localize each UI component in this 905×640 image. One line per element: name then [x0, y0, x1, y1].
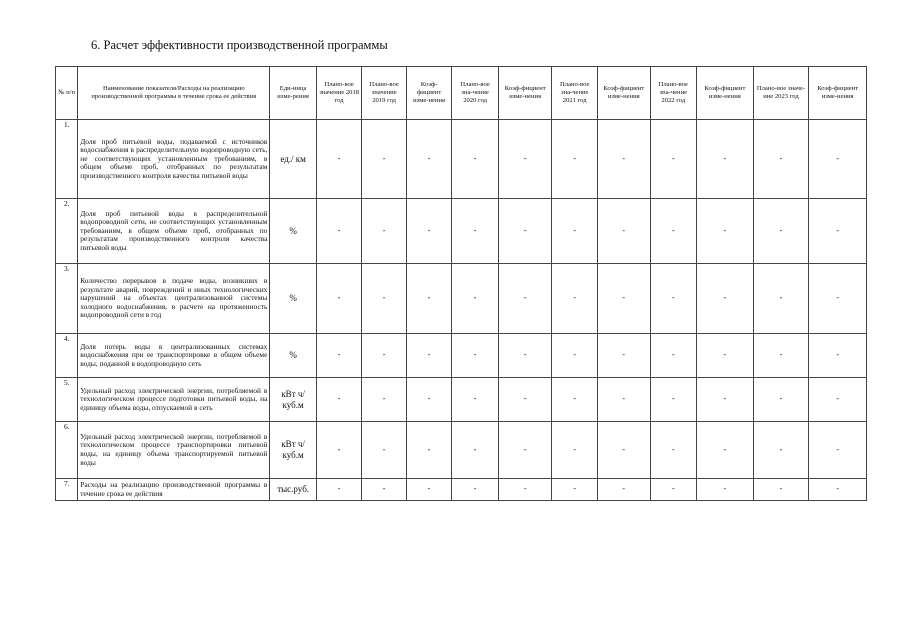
value-cell: -: [552, 334, 598, 378]
value-cell: -: [753, 120, 809, 199]
value-cell: -: [316, 120, 362, 199]
unit-cell: %: [270, 264, 317, 334]
unit-cell: %: [270, 199, 317, 264]
value-cell: -: [809, 422, 867, 479]
value-cell: -: [597, 422, 650, 479]
column-header: Плано-вое значе-ние 2023 год: [753, 67, 809, 120]
value-cell: -: [316, 378, 362, 422]
value-cell: -: [362, 422, 406, 479]
row-number: 2.: [56, 199, 78, 264]
value-cell: -: [452, 264, 499, 334]
value-cell: -: [697, 264, 754, 334]
value-cell: -: [597, 264, 650, 334]
indicator-name: Удельный расход электрической энергии, потребляемой в технологическом процессе подготовки питьевой воды, на единицу объема воды, отпускаемой в сеть: [78, 378, 270, 422]
value-cell: -: [406, 378, 452, 422]
column-header: Еди-ница изме-рения: [270, 67, 317, 120]
column-header: Коэф-фициент изме-нения: [498, 67, 552, 120]
value-cell: -: [650, 334, 697, 378]
value-cell: -: [406, 120, 452, 199]
value-cell: -: [406, 264, 452, 334]
value-cell: -: [498, 120, 552, 199]
value-cell: -: [452, 334, 499, 378]
value-cell: -: [650, 120, 697, 199]
row-number: 6.: [56, 422, 78, 479]
indicator-name: Доля потерь воды в централизованных системах водоснабжения при ее транспортировке в общем объеме воды, поданной в водопроводную сеть: [78, 334, 270, 378]
value-cell: -: [753, 334, 809, 378]
value-cell: -: [452, 378, 499, 422]
value-cell: -: [753, 422, 809, 479]
value-cell: -: [316, 422, 362, 479]
value-cell: -: [362, 120, 406, 199]
value-cell: -: [452, 199, 499, 264]
value-cell: -: [362, 334, 406, 378]
table-row: [56, 120, 867, 199]
value-cell: -: [362, 479, 406, 501]
value-cell: -: [597, 120, 650, 199]
row-number: 1.: [56, 120, 78, 199]
value-cell: -: [362, 264, 406, 334]
value-cell: -: [697, 378, 754, 422]
value-cell: -: [406, 479, 452, 501]
row-number: 7.: [56, 479, 78, 501]
table-row: [56, 479, 867, 501]
value-cell: -: [452, 479, 499, 501]
value-cell: -: [753, 264, 809, 334]
unit-cell: тыс.руб.: [270, 479, 317, 501]
value-cell: -: [552, 479, 598, 501]
value-cell: -: [753, 378, 809, 422]
header-row: [56, 67, 867, 120]
value-cell: -: [316, 199, 362, 264]
unit-cell: %: [270, 334, 317, 378]
table-row: [56, 422, 867, 479]
value-cell: -: [406, 199, 452, 264]
value-cell: -: [452, 422, 499, 479]
value-cell: -: [809, 264, 867, 334]
value-cell: -: [650, 479, 697, 501]
value-cell: -: [316, 264, 362, 334]
table-row: [56, 334, 867, 378]
unit-cell: кВт ч/куб.м: [270, 378, 317, 422]
column-header: Наименование показателя/Расходы на реализацию производственной программы в течение срока ее действия: [78, 67, 270, 120]
value-cell: -: [597, 479, 650, 501]
value-cell: -: [498, 199, 552, 264]
value-cell: -: [498, 479, 552, 501]
value-cell: -: [809, 199, 867, 264]
value-cell: -: [809, 120, 867, 199]
value-cell: -: [552, 120, 598, 199]
unit-cell: кВт ч/куб.м: [270, 422, 317, 479]
column-header: Плано-вое зна-чение 2020 год: [452, 67, 499, 120]
column-header: № п/п: [56, 67, 78, 120]
value-cell: -: [498, 422, 552, 479]
value-cell: -: [362, 199, 406, 264]
indicator-name: Удельный расход электрической энергии, потребляемой в технологическом процессе транспортировки питьевой воды, на единицу объема транспортируемой питьевой воды: [78, 422, 270, 479]
value-cell: -: [316, 334, 362, 378]
value-cell: -: [406, 422, 452, 479]
value-cell: -: [809, 378, 867, 422]
value-cell: -: [362, 378, 406, 422]
table-row: [56, 199, 867, 264]
value-cell: -: [697, 479, 754, 501]
table-row: [56, 264, 867, 334]
page-title: 6. Расчет эффективности производственной программы: [91, 38, 388, 52]
value-cell: -: [552, 264, 598, 334]
value-cell: -: [498, 334, 552, 378]
value-cell: -: [552, 199, 598, 264]
value-cell: -: [753, 199, 809, 264]
indicator-name: Доля проб питьевой воды в распределительной водопроводной сети, не соответствующих установленным требованиям, в общем объеме проб, отобранных по результатам производственного контроля качества питьевой воды: [78, 199, 270, 264]
value-cell: -: [650, 264, 697, 334]
value-cell: -: [650, 422, 697, 479]
column-header: Плано-вое зна-чение 2022 год: [650, 67, 697, 120]
value-cell: -: [498, 264, 552, 334]
indicator-name: Доля проб питьевой воды, подаваемой с источников водоснабжения в распределительную водопроводную сеть, не соответствующих установленным требованиям, в общем объеме проб, отобранных по результатам производственного контроля качества питьевой воды: [78, 120, 270, 199]
efficiency-table: [55, 66, 867, 501]
value-cell: -: [650, 199, 697, 264]
value-cell: -: [406, 334, 452, 378]
value-cell: -: [452, 120, 499, 199]
value-cell: -: [809, 334, 867, 378]
value-cell: -: [697, 199, 754, 264]
column-header: Коэф-фициент изме-нения: [809, 67, 867, 120]
value-cell: -: [697, 120, 754, 199]
value-cell: -: [650, 378, 697, 422]
value-cell: -: [498, 378, 552, 422]
value-cell: -: [597, 199, 650, 264]
value-cell: -: [597, 378, 650, 422]
value-cell: -: [552, 422, 598, 479]
row-number: 4.: [56, 334, 78, 378]
value-cell: -: [597, 334, 650, 378]
column-header: Коэф-фициент изме-нения: [697, 67, 754, 120]
row-number: 3.: [56, 264, 78, 334]
value-cell: -: [552, 378, 598, 422]
row-number: 5.: [56, 378, 78, 422]
column-header: Плано-вое значение 2019 год: [362, 67, 406, 120]
unit-cell: ед./ км: [270, 120, 317, 199]
column-header: Плано-вое зна-чение 2021 год: [552, 67, 598, 120]
indicator-name: Количество перерывов в подаче воды, возникших в результате аварий, повреждений и иных технологических нарушений на объектах централизованной системы холодного водоснабжения, в расчете на протяженность водопроводной сети в год: [78, 264, 270, 334]
table-row: [56, 378, 867, 422]
value-cell: -: [697, 422, 754, 479]
indicator-name: Расходы на реализацию производственной программы в течение срока ее действия: [78, 479, 270, 501]
value-cell: -: [809, 479, 867, 501]
value-cell: -: [697, 334, 754, 378]
column-header: Плано-вое значение 2018 год: [316, 67, 362, 120]
column-header: Коэф-фициент изме-нения: [406, 67, 452, 120]
value-cell: -: [316, 479, 362, 501]
value-cell: -: [753, 479, 809, 501]
column-header: Коэф-фициент изме-нения: [597, 67, 650, 120]
